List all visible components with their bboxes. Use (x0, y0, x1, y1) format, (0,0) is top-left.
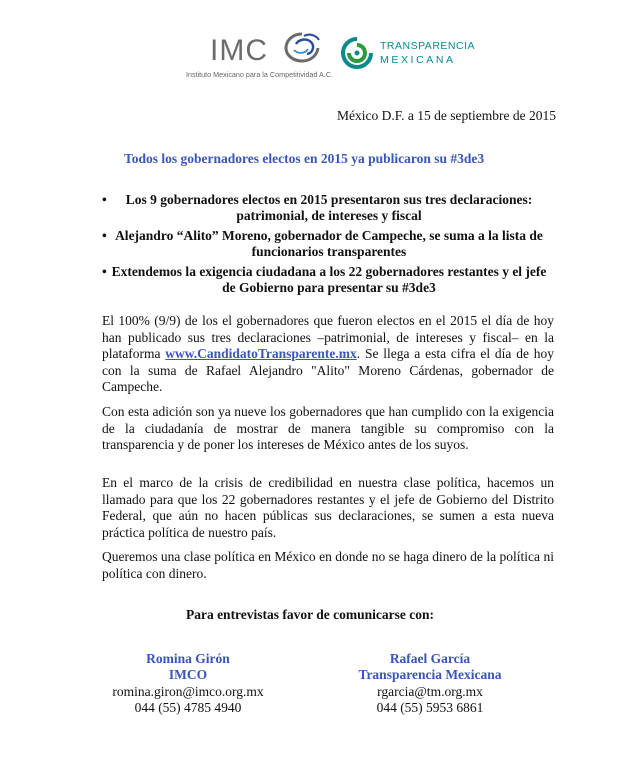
contact-organization: IMCO (168, 667, 208, 683)
contact-card-imco (88, 651, 288, 717)
candidato-transparente-link[interactable]: www.CandidatoTransparente.mx (165, 346, 357, 362)
contact-organization: Transparencia Mexicana (358, 667, 502, 683)
contact-email[interactable]: rgarcia@tm.org.mx (377, 683, 483, 699)
key-points-list (100, 192, 550, 300)
body-paragraph-2: Con esta adición son ya nueve los gobernadores que han cumplido con la exigencia de la ciudadanía de mostrar de manera tangible su compromiso con la transparencia y de poner los intereses de México antes de los suyos. (102, 404, 554, 453)
document-date: México D.F. a 15 de septiembre de 2015 (337, 108, 556, 123)
contact-heading: Para entrevistas favor de comunicarse con: (185, 607, 435, 622)
body-paragraph-3: En el marco de la crisis de credibilidad en nuestra clase política, hacemos un llamado para que los 22 gobernadores restantes y el jefe de Gobierno del Distrito Federal, que aún no hacen públicas sus declaraciones, se sumen a esta nueva práctica política de nuestro país. (102, 475, 554, 540)
contact-phone: 044 (55) 4785 4940 (134, 700, 242, 716)
body-paragraph-4: Queremos una clase política en México en donde no se haga dinero de la política ni política con dinero. (102, 549, 554, 581)
imco-logo-subtitle: Instituto Mexicano para la Competitividad A.C. (186, 70, 334, 79)
paragraph-text: . Se llega a esta cifra el día de hoy con la suma de Rafael Alejandro "Alito" Moreno Cárdenas, gobernador de Campeche. (102, 346, 554, 395)
transparencia-mexicana-logo (340, 36, 490, 76)
body-paragraph-1 (102, 313, 554, 396)
imco-logo-o-mark-icon (282, 30, 322, 64)
contact-email[interactable]: romina.giron@imco.org.mx (112, 683, 264, 699)
header-logos (0, 28, 620, 88)
list-item: • Extendemos la exigencia ciudadana a los 22 gobernadores restantes y el jefe de Gobierno para presentar su #3de3 (100, 264, 550, 296)
contact-name: Romina Girón (146, 651, 230, 666)
contact-phone: 044 (55) 5953 6861 (376, 700, 484, 716)
transparencia-swirl-icon (340, 36, 374, 70)
contact-name: Rafael García (389, 651, 471, 666)
paragraph-text: El 100% (9/9) de los el gobernadores que fueron electos en el 2015 el día de hoy han publicado sus tres declaraciones –patrimonial, de intereses y fiscal– en la plataforma (102, 313, 554, 362)
imco-logo (186, 28, 334, 84)
contact-card-tm (330, 651, 530, 717)
list-item: • Alejandro “Alito” Moreno, gobernador de Campeche, se suma a la lista de funcionarios transparentes (100, 228, 550, 260)
tm-logo-line1: TRANSPARENCIA (380, 40, 475, 52)
list-item: • Los 9 gobernadores electos en 2015 presentaron sus tres declaraciones: patrimonial, de intereses y fiscal (100, 192, 550, 224)
document-headline: Todos los gobernadores electos en 2015 ya publicaron su #3de3 (124, 151, 485, 166)
tm-logo-line2: MEXICANA (380, 54, 456, 66)
imco-logo-wordmark: IMC (210, 34, 268, 67)
